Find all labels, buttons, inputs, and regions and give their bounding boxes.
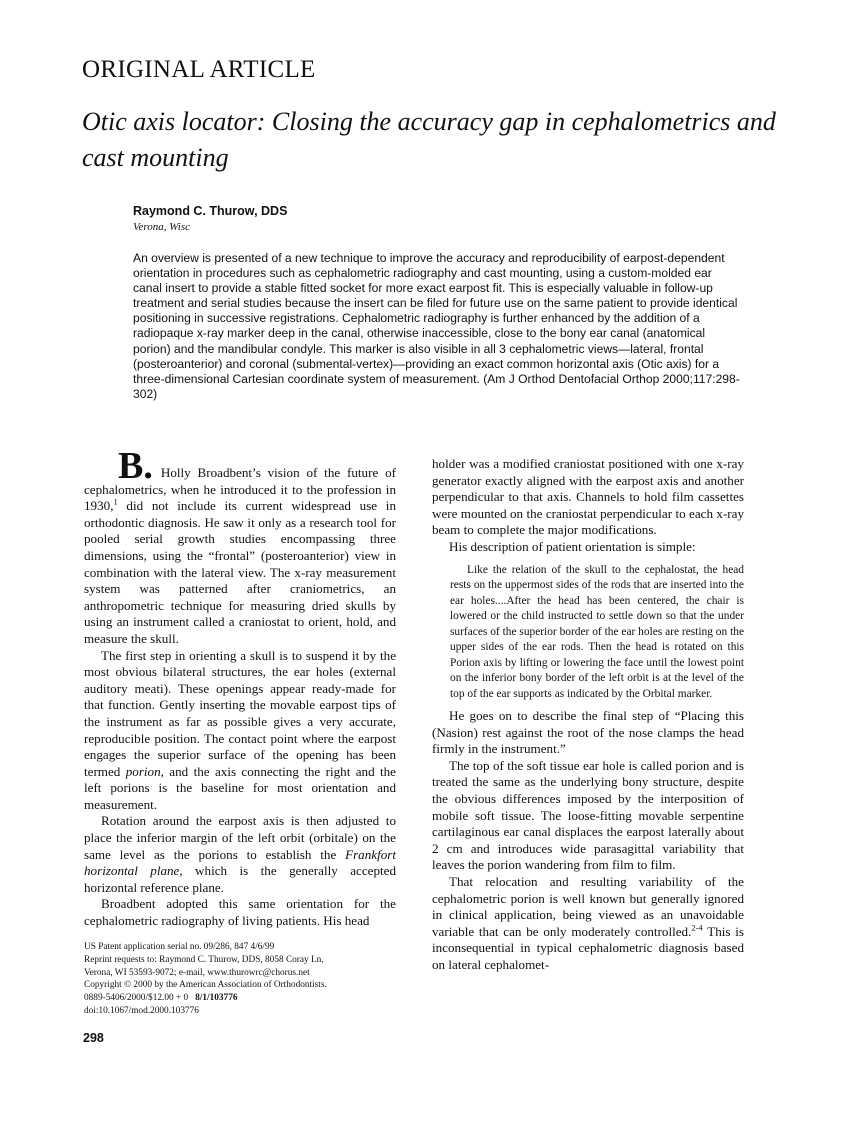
- article-code: 8/1/103776: [195, 993, 238, 1004]
- body-column-left: [84, 445, 396, 930]
- paragraph: Rotation around the earpost axis is then adjusted to place the inferior margin of the left orbit (orbitale) on the same level as the porions to establish the Frankfort horizontal plane, which is the generally accepted horizontal reference plane.: [84, 813, 396, 895]
- term-frankfort-plane: Frankfort horizontal plane: [84, 846, 396, 879]
- doi: doi:10.1067/mod.2000.103776: [84, 1005, 199, 1016]
- body-column-right: [432, 456, 744, 974]
- section-label: ORIGINAL ARTICLE: [82, 56, 316, 83]
- paragraph: That relocation and resulting variability of the cephalometric porion is well known but generally ignored in clinical application, being viewed as an unavoidable variable that can be only moderately controlled.$^{2-4}$ This is inconsequential in typical cephalometric diagnosis based on lateral cephalomet-: [432, 874, 744, 972]
- patent-note: US Patent application serial no. 09/286, 847 4/6/99: [84, 942, 275, 952]
- reprint-note: Reprint requests to: Raymond C. Thurow, DDS, 8058 Coray Ln,: [84, 954, 324, 965]
- paragraph: The top of the soft tissue ear hole is called porion and is treated the same as the underlying bony structure, despite the obvious differences imposed by the interposition of mobile soft tissue. The loose-fitting movable serpentine cartilaginous ear canal displaces the earpost laterally about 2 cm and introduces wide parasagittal variability that leaves the porion wandering from film to film.: [432, 757, 744, 873]
- page-number: 298: [83, 1031, 104, 1045]
- citation: 1: [113, 496, 118, 507]
- paragraph: B. Holly Broadbent’s vision of the future of cephalometrics, when he introduced it to the profession in 1930,$^1$ did not include its current widespread use in orthodontic diagnosis. He saw it only as a research tool for pooled serial growth studies encompassing three dimensions, using the “frontal” (posteroanterior) view in combination with the lateral view. The x-ray measurement system was patterned after craniometrics, an anthropometric technique for measuring dried skulls by using an instrument called a craniostat to orient, hold, and measure the skull.: [84, 445, 396, 646]
- issn-line: 0889-5406/2000/$12.00 + 0 8/1/103776: [84, 993, 238, 1004]
- copyright-note: Copyright © 2000 by the American Association of Orthodontists.: [84, 980, 327, 991]
- author-affiliation: Verona, Wisc: [133, 221, 191, 233]
- footnotes: [84, 941, 414, 1018]
- paragraph: holder was a modified craniostat positioned with one x-ray generator exactly aligned with the earpost axis and another perpendicular to that axis. Channels to hold film cassettes were mounted on the craniostat perpendicular to each x-ray beam to complete the major modifications.: [432, 456, 744, 538]
- paragraph: He goes on to describe the final step of “Placing this (Nasion) rest against the root of the nose clamps the head firmly in the instrument.”: [432, 708, 744, 757]
- paragraph: The first step in orienting a skull is to suspend it by the most obvious bilateral structures, the ear holes (external auditory meati). These openings appear ready-made for that function. Gently inserting the movable earpost tips of the instrument as far as possible gives a very accurate, reproducible position. The contact point where the earpost engages the superior surface of the opening has been termed porion, and the axis connecting the right and the left porions is the baseline for most orientation and measurement.: [84, 647, 396, 812]
- block-quote: Like the relation of the skull to the cephalostat, the head rests on the uppermost sides of the rods that are inserted into the ear holes....After the head has been centered, the chair is lowered or the child instructed to settle down so that the under surfaces of the superior border of the ear holes are resting on the upper sides of the ear rods. Then the head is rotated on this Porion axis by lifting or lowering the face until the lowest point on the inferior bony border of the left orbit is at the level of the top of the ear supports as indicated by the Orbital marker.: [450, 563, 744, 700]
- citation: 2-4: [691, 922, 703, 933]
- term-porion: porion,: [125, 763, 164, 779]
- article-title: Otic axis locator: Closing the accuracy gap in cephalometrics and cast mounting: [82, 107, 776, 172]
- paragraph: His description of patient orientation is simple:: [449, 538, 696, 554]
- drop-cap: B.: [118, 445, 153, 487]
- paragraph: Broadbent adopted this same orientation for the cephalometric radiography of living patients. His head: [84, 896, 396, 929]
- author-name: Raymond C. Thurow, DDS: [133, 204, 288, 218]
- abstract: An overview is presented of a new technique to improve the accuracy and reproducibility of earpost-dependent orientation in procedures such as cephalometric radiography and cast mounting, using a custom-molded ear canal insert to provide a stable fitted socket for more exact earpost fit. This is especially valuable in follow-up treatment and serial studies because the insert can be filed for future use on the same patient to provide identical positioning in successive registrations. Cephalometric radiography is further enhanced by the addition of a radiopaque x-ray marker deep in the canal, otherwise inaccessible, close to the bony ear canal (anatomical porion) and the mandibular condyle. This marker is also visible in all 3 cephalometric views—lateral, frontal (posteroanterior) and coronal (submental-vertex)—providing an exact common horizontal axis (Otic axis) for a three-dimensional Cartesian coordinate system of measurement. (Am J Orthod Dentofacial Orthop 2000;117:298-302): [133, 251, 740, 401]
- reprint-address: Verona, WI 53593-9072; e-mail, www.thurowrc@chorus.net: [84, 967, 310, 978]
